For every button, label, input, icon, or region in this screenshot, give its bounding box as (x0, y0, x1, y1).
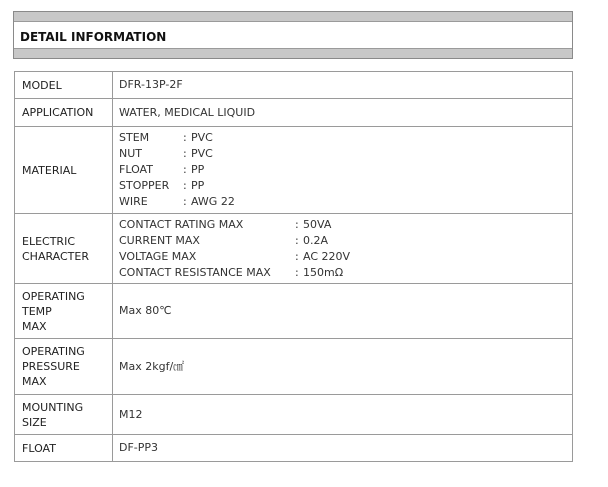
application-label: APPLICATION (15, 99, 113, 127)
material-item: STOPPER : PP (119, 179, 205, 192)
float-label: FLOAT (15, 435, 113, 462)
material-values (113, 127, 573, 214)
model-label: MODEL (15, 72, 113, 99)
temp-value: Max 80℃ (113, 284, 573, 339)
row-operating-temp (15, 284, 573, 339)
material-item: FLOAT : PP (119, 163, 205, 176)
application-value: WATER, MEDICAL LIQUID (113, 99, 573, 127)
model-value: DFR-13P-2F (113, 72, 573, 99)
electric-item: CURRENT MAX : 0.2A (119, 233, 329, 247)
mounting-label: MOUNTING SIZE (15, 395, 113, 435)
electric-item: CONTACT RATING MAX : 50VA (119, 217, 332, 231)
row-operating-pressure (15, 339, 573, 395)
material-label: MATERIAL (15, 127, 113, 214)
header-bottom-band (14, 48, 572, 58)
material-item: WIRE : AWG 22 (119, 195, 235, 208)
pressure-value: Max 2kgf/㎠ (113, 339, 573, 395)
electric-item: CONTACT RESISTANCE MAX : 150mΩ (119, 265, 344, 279)
row-mounting-size (15, 395, 573, 435)
row-electric (15, 214, 573, 284)
electric-item: VOLTAGE MAX : AC 220V (119, 249, 351, 263)
detail-information-header (13, 11, 573, 59)
mounting-value: M12 (113, 395, 573, 435)
row-material (15, 127, 573, 214)
electric-label: ELECTRIC CHARACTER (15, 214, 113, 284)
header-top-band (14, 12, 572, 22)
section-title: DETAIL INFORMATION (20, 30, 167, 44)
material-item: STEM : PVC (119, 131, 213, 144)
row-float (15, 435, 573, 462)
spec-table (14, 71, 573, 462)
temp-label: OPERATING TEMP MAX (15, 284, 113, 339)
material-item: NUT : PVC (119, 147, 213, 160)
float-value: DF-PP3 (113, 435, 573, 462)
row-application (15, 99, 573, 127)
row-model (15, 72, 573, 99)
electric-values (113, 214, 573, 284)
pressure-label: OPERATING PRESSURE MAX (15, 339, 113, 395)
